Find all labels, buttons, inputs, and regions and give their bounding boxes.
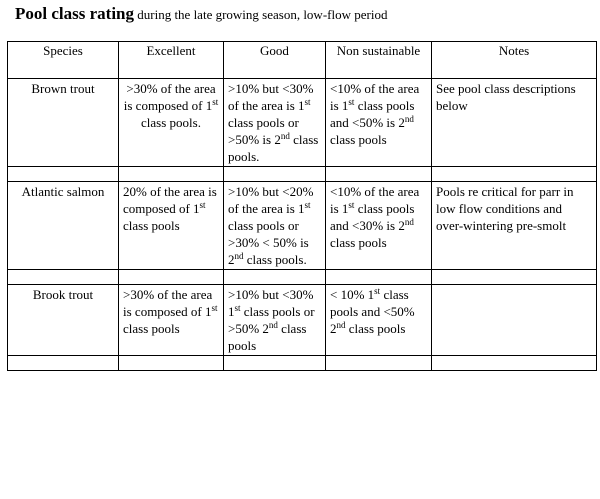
spacer-cell bbox=[119, 270, 224, 285]
cell-notes: See pool class descriptions below bbox=[432, 79, 597, 167]
cell-species: Brook trout bbox=[8, 285, 119, 356]
cell-excellent: >30% of the area is composed of 1st class pools bbox=[119, 285, 224, 356]
cell-good: >10% but <30% 1st class pools or >50% 2nd class pools bbox=[224, 285, 326, 356]
cell-good: >10% but <20% of the area is 1st class pools or >30% < 50% is 2nd class pools. bbox=[224, 182, 326, 270]
table-spacer-row bbox=[8, 270, 597, 285]
spacer-cell bbox=[326, 356, 432, 371]
column-header-good: Good bbox=[224, 42, 326, 79]
spacer-cell bbox=[326, 270, 432, 285]
table-row bbox=[8, 285, 597, 356]
cell-species: Brown trout bbox=[8, 79, 119, 167]
title-subtitle: during the late growing season, low-flow period bbox=[134, 7, 388, 22]
cell-excellent: >30% of the area is composed of 1st class pools. bbox=[119, 79, 224, 167]
table-spacer-row bbox=[8, 356, 597, 371]
spacer-cell bbox=[432, 270, 597, 285]
pool-table-body bbox=[8, 42, 597, 371]
pool-class-table bbox=[7, 41, 597, 371]
table-spacer-row bbox=[8, 167, 597, 182]
spacer-cell bbox=[224, 167, 326, 182]
column-header-excellent: Excellent bbox=[119, 42, 224, 79]
title-main: Pool class rating bbox=[15, 4, 134, 23]
cell-good: >10% but <30% of the area is 1st class pools or >50% is 2nd class pools. bbox=[224, 79, 326, 167]
cell-excellent: 20% of the area is composed of 1st class pools bbox=[119, 182, 224, 270]
spacer-cell bbox=[432, 356, 597, 371]
page-title bbox=[15, 4, 387, 24]
table-row bbox=[8, 79, 597, 167]
spacer-cell bbox=[8, 356, 119, 371]
spacer-cell bbox=[224, 270, 326, 285]
spacer-cell bbox=[119, 167, 224, 182]
cell-notes bbox=[432, 285, 597, 356]
spacer-cell bbox=[119, 356, 224, 371]
cell-non-sustainable: <10% of the area is 1st class pools and <30% is 2nd class pools bbox=[326, 182, 432, 270]
column-header-species: Species bbox=[8, 42, 119, 79]
spacer-cell bbox=[224, 356, 326, 371]
table-row bbox=[8, 182, 597, 270]
cell-species: Atlantic salmon bbox=[8, 182, 119, 270]
spacer-cell bbox=[8, 167, 119, 182]
column-header-notes: Notes bbox=[432, 42, 597, 79]
cell-notes: Pools re critical for parr in low flow conditions and over-wintering pre-smolt bbox=[432, 182, 597, 270]
cell-non-sustainable: <10% of the area is 1st class pools and <50% is 2nd class pools bbox=[326, 79, 432, 167]
spacer-cell bbox=[432, 167, 597, 182]
spacer-cell bbox=[326, 167, 432, 182]
table-header-row bbox=[8, 42, 597, 79]
spacer-cell bbox=[8, 270, 119, 285]
cell-non-sustainable: < 10% 1st class pools and <50% 2nd class pools bbox=[326, 285, 432, 356]
column-header-non-sustainable: Non sustainable bbox=[326, 42, 432, 79]
